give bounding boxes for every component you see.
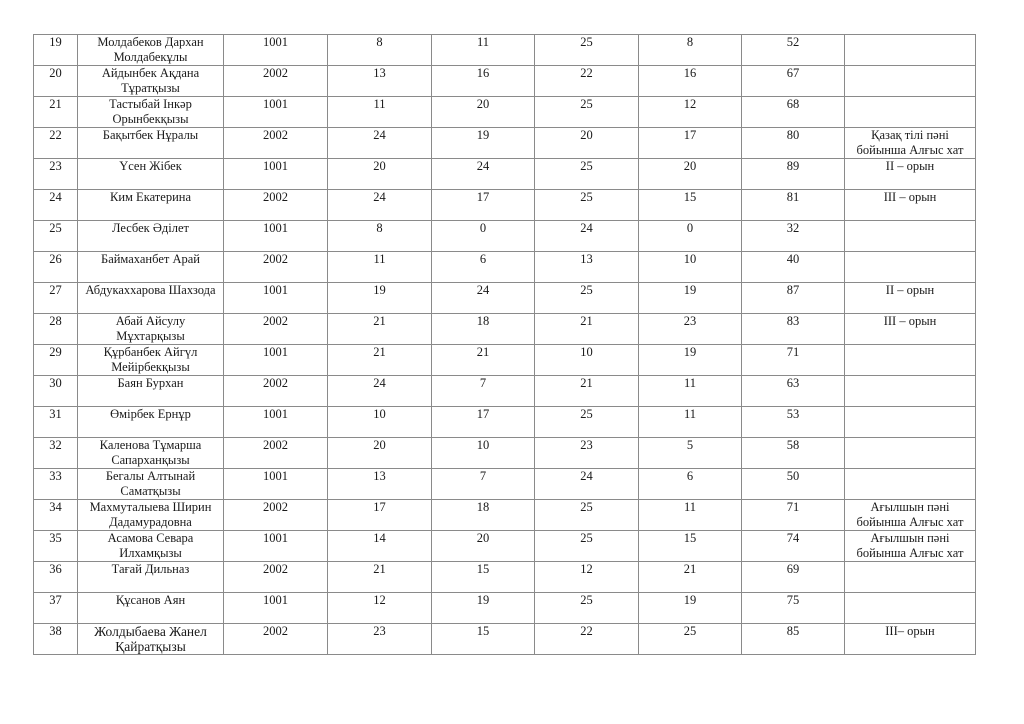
- score-2-cell: 7: [432, 469, 535, 500]
- row-number-cell: 26: [34, 252, 78, 283]
- table-row: [34, 283, 976, 314]
- total-score-cell: 32: [742, 221, 845, 252]
- student-name-cell: Ким Екатерина: [78, 190, 224, 221]
- class-code-cell: 1001: [224, 469, 328, 500]
- score-2-cell: 19: [432, 593, 535, 624]
- score-2-cell: 15: [432, 562, 535, 593]
- score-1-cell: 12: [328, 593, 432, 624]
- table-row: [34, 314, 976, 345]
- row-number-cell: 21: [34, 97, 78, 128]
- row-number-cell: 25: [34, 221, 78, 252]
- award-note-cell: [845, 345, 976, 376]
- row-number-cell: 30: [34, 376, 78, 407]
- class-code-cell: 2002: [224, 128, 328, 159]
- score-2-cell: 15: [432, 624, 535, 655]
- score-3-cell: 25: [535, 407, 639, 438]
- score-4-cell: 6: [639, 469, 742, 500]
- score-1-cell: 24: [328, 190, 432, 221]
- class-code-cell: 1001: [224, 159, 328, 190]
- row-number-cell: 36: [34, 562, 78, 593]
- total-score-cell: 52: [742, 35, 845, 66]
- score-2-cell: 20: [432, 97, 535, 128]
- student-name-cell: Құсанов Аян: [78, 593, 224, 624]
- award-note-cell: [845, 35, 976, 66]
- table-row: [34, 66, 976, 97]
- table-row: [34, 500, 976, 531]
- row-number-cell: 37: [34, 593, 78, 624]
- student-name-cell: Махмуталыева Ширин Дадамурадовна: [78, 500, 224, 531]
- score-3-cell: 23: [535, 438, 639, 469]
- class-code-cell: 1001: [224, 407, 328, 438]
- score-3-cell: 24: [535, 221, 639, 252]
- score-2-cell: 17: [432, 190, 535, 221]
- class-code-cell: 1001: [224, 593, 328, 624]
- score-3-cell: 25: [535, 97, 639, 128]
- score-2-cell: 16: [432, 66, 535, 97]
- row-number-cell: 24: [34, 190, 78, 221]
- total-score-cell: 58: [742, 438, 845, 469]
- total-score-cell: 63: [742, 376, 845, 407]
- score-1-cell: 13: [328, 66, 432, 97]
- score-4-cell: 17: [639, 128, 742, 159]
- award-note-cell: [845, 407, 976, 438]
- total-score-cell: 87: [742, 283, 845, 314]
- score-2-cell: 20: [432, 531, 535, 562]
- total-score-cell: 50: [742, 469, 845, 500]
- row-number-cell: 33: [34, 469, 78, 500]
- student-name-cell: Бақытбек Нұралы: [78, 128, 224, 159]
- score-4-cell: 5: [639, 438, 742, 469]
- award-note-cell: [845, 438, 976, 469]
- row-number-cell: 32: [34, 438, 78, 469]
- score-1-cell: 21: [328, 562, 432, 593]
- class-code-cell: 2002: [224, 562, 328, 593]
- score-3-cell: 22: [535, 66, 639, 97]
- score-3-cell: 21: [535, 376, 639, 407]
- total-score-cell: 83: [742, 314, 845, 345]
- score-4-cell: 21: [639, 562, 742, 593]
- score-4-cell: 11: [639, 407, 742, 438]
- score-2-cell: 24: [432, 159, 535, 190]
- table-row: [34, 97, 976, 128]
- score-2-cell: 18: [432, 500, 535, 531]
- total-score-cell: 69: [742, 562, 845, 593]
- score-4-cell: 19: [639, 283, 742, 314]
- class-code-cell: 1001: [224, 221, 328, 252]
- score-4-cell: 23: [639, 314, 742, 345]
- total-score-cell: 89: [742, 159, 845, 190]
- table-row: [34, 252, 976, 283]
- class-code-cell: 2002: [224, 190, 328, 221]
- total-score-cell: 85: [742, 624, 845, 655]
- score-3-cell: 22: [535, 624, 639, 655]
- score-4-cell: 10: [639, 252, 742, 283]
- score-3-cell: 13: [535, 252, 639, 283]
- award-note-cell: [845, 97, 976, 128]
- award-note-cell: ІІІ – орын: [845, 314, 976, 345]
- table-row: [34, 159, 976, 190]
- class-code-cell: 2002: [224, 314, 328, 345]
- student-name-cell: Тастыбай Інкәр Орынбекқызы: [78, 97, 224, 128]
- student-name-cell: Жолдыбаева Жанел Қайратқызы: [78, 624, 224, 655]
- score-1-cell: 17: [328, 500, 432, 531]
- total-score-cell: 71: [742, 345, 845, 376]
- table-row: [34, 562, 976, 593]
- score-3-cell: 25: [535, 500, 639, 531]
- award-note-cell: ІІ – орын: [845, 283, 976, 314]
- score-2-cell: 0: [432, 221, 535, 252]
- student-name-cell: Абай Айсулу Мұхтарқызы: [78, 314, 224, 345]
- total-score-cell: 75: [742, 593, 845, 624]
- award-note-cell: Ағылшын пәні бойынша Алғыс хат: [845, 500, 976, 531]
- total-score-cell: 40: [742, 252, 845, 283]
- score-1-cell: 11: [328, 97, 432, 128]
- score-3-cell: 25: [535, 531, 639, 562]
- score-2-cell: 7: [432, 376, 535, 407]
- student-name-cell: Молдабеков Дархан Молдабекұлы: [78, 35, 224, 66]
- score-1-cell: 11: [328, 252, 432, 283]
- student-name-cell: Құрбанбек Айгүл Мейірбекқызы: [78, 345, 224, 376]
- table-row: [34, 624, 976, 655]
- table-row: [34, 469, 976, 500]
- award-note-cell: [845, 469, 976, 500]
- row-number-cell: 29: [34, 345, 78, 376]
- score-2-cell: 24: [432, 283, 535, 314]
- score-4-cell: 11: [639, 500, 742, 531]
- class-code-cell: 1001: [224, 283, 328, 314]
- total-score-cell: 74: [742, 531, 845, 562]
- class-code-cell: 2002: [224, 500, 328, 531]
- student-name-cell: Абдукаххарова Шахзода: [78, 283, 224, 314]
- table-row: [34, 531, 976, 562]
- table-row: [34, 593, 976, 624]
- award-note-cell: [845, 252, 976, 283]
- student-name-cell: Айдынбек Ақдана Тұратқызы: [78, 66, 224, 97]
- row-number-cell: 22: [34, 128, 78, 159]
- score-4-cell: 20: [639, 159, 742, 190]
- score-4-cell: 19: [639, 345, 742, 376]
- class-code-cell: 2002: [224, 624, 328, 655]
- score-3-cell: 25: [535, 35, 639, 66]
- award-note-cell: [845, 221, 976, 252]
- score-2-cell: 6: [432, 252, 535, 283]
- score-2-cell: 11: [432, 35, 535, 66]
- score-3-cell: 25: [535, 283, 639, 314]
- total-score-cell: 68: [742, 97, 845, 128]
- student-name-cell: Асамова Севара Илхамқызы: [78, 531, 224, 562]
- class-code-cell: 1001: [224, 531, 328, 562]
- score-4-cell: 16: [639, 66, 742, 97]
- total-score-cell: 80: [742, 128, 845, 159]
- score-2-cell: 10: [432, 438, 535, 469]
- student-name-cell: Лесбек Әділет: [78, 221, 224, 252]
- total-score-cell: 81: [742, 190, 845, 221]
- score-1-cell: 24: [328, 376, 432, 407]
- student-name-cell: Үсен Жібек: [78, 159, 224, 190]
- table-row: [34, 221, 976, 252]
- award-note-cell: ІІІ – орын: [845, 190, 976, 221]
- score-3-cell: 20: [535, 128, 639, 159]
- row-number-cell: 20: [34, 66, 78, 97]
- score-1-cell: 21: [328, 345, 432, 376]
- row-number-cell: 27: [34, 283, 78, 314]
- table-row: [34, 376, 976, 407]
- award-note-cell: Қазақ тілі пәні бойынша Алғыс хат: [845, 128, 976, 159]
- student-name-cell: Өмірбек Ернұр: [78, 407, 224, 438]
- row-number-cell: 28: [34, 314, 78, 345]
- table-row: [34, 128, 976, 159]
- student-name-cell: Баймаханбет Арай: [78, 252, 224, 283]
- score-4-cell: 12: [639, 97, 742, 128]
- score-4-cell: 15: [639, 531, 742, 562]
- table-row: [34, 345, 976, 376]
- row-number-cell: 19: [34, 35, 78, 66]
- score-1-cell: 8: [328, 35, 432, 66]
- score-3-cell: 24: [535, 469, 639, 500]
- row-number-cell: 38: [34, 624, 78, 655]
- score-2-cell: 17: [432, 407, 535, 438]
- row-number-cell: 31: [34, 407, 78, 438]
- score-3-cell: 25: [535, 190, 639, 221]
- score-2-cell: 21: [432, 345, 535, 376]
- score-3-cell: 21: [535, 314, 639, 345]
- score-2-cell: 19: [432, 128, 535, 159]
- score-3-cell: 25: [535, 159, 639, 190]
- table-row: [34, 438, 976, 469]
- award-note-cell: Ағылшын пәні бойынша Алғыс хат: [845, 531, 976, 562]
- class-code-cell: 1001: [224, 35, 328, 66]
- score-1-cell: 20: [328, 159, 432, 190]
- score-1-cell: 13: [328, 469, 432, 500]
- results-table: [33, 34, 976, 655]
- award-note-cell: ІІ – орын: [845, 159, 976, 190]
- score-1-cell: 23: [328, 624, 432, 655]
- score-1-cell: 24: [328, 128, 432, 159]
- score-1-cell: 19: [328, 283, 432, 314]
- award-note-cell: [845, 562, 976, 593]
- class-code-cell: 1001: [224, 345, 328, 376]
- score-4-cell: 15: [639, 190, 742, 221]
- award-note-cell: [845, 66, 976, 97]
- total-score-cell: 71: [742, 500, 845, 531]
- score-3-cell: 10: [535, 345, 639, 376]
- class-code-cell: 1001: [224, 97, 328, 128]
- score-1-cell: 8: [328, 221, 432, 252]
- table-row: [34, 190, 976, 221]
- row-number-cell: 34: [34, 500, 78, 531]
- total-score-cell: 67: [742, 66, 845, 97]
- score-4-cell: 11: [639, 376, 742, 407]
- student-name-cell: Каленова Тұмарша Сапарханқызы: [78, 438, 224, 469]
- table-body: [34, 35, 976, 655]
- score-4-cell: 0: [639, 221, 742, 252]
- row-number-cell: 35: [34, 531, 78, 562]
- award-note-cell: ІІІ– орын: [845, 624, 976, 655]
- student-name-cell: Баян Бурхан: [78, 376, 224, 407]
- student-name-cell: Тағай Дильназ: [78, 562, 224, 593]
- score-2-cell: 18: [432, 314, 535, 345]
- score-4-cell: 8: [639, 35, 742, 66]
- score-1-cell: 21: [328, 314, 432, 345]
- score-4-cell: 19: [639, 593, 742, 624]
- score-3-cell: 12: [535, 562, 639, 593]
- class-code-cell: 2002: [224, 438, 328, 469]
- score-4-cell: 25: [639, 624, 742, 655]
- score-1-cell: 14: [328, 531, 432, 562]
- score-1-cell: 10: [328, 407, 432, 438]
- student-name-cell: Бегалы Алтынай Саматқызы: [78, 469, 224, 500]
- award-note-cell: [845, 376, 976, 407]
- total-score-cell: 53: [742, 407, 845, 438]
- class-code-cell: 2002: [224, 66, 328, 97]
- score-3-cell: 25: [535, 593, 639, 624]
- table-row: [34, 35, 976, 66]
- table-row: [34, 407, 976, 438]
- class-code-cell: 2002: [224, 376, 328, 407]
- row-number-cell: 23: [34, 159, 78, 190]
- score-1-cell: 20: [328, 438, 432, 469]
- award-note-cell: [845, 593, 976, 624]
- class-code-cell: 2002: [224, 252, 328, 283]
